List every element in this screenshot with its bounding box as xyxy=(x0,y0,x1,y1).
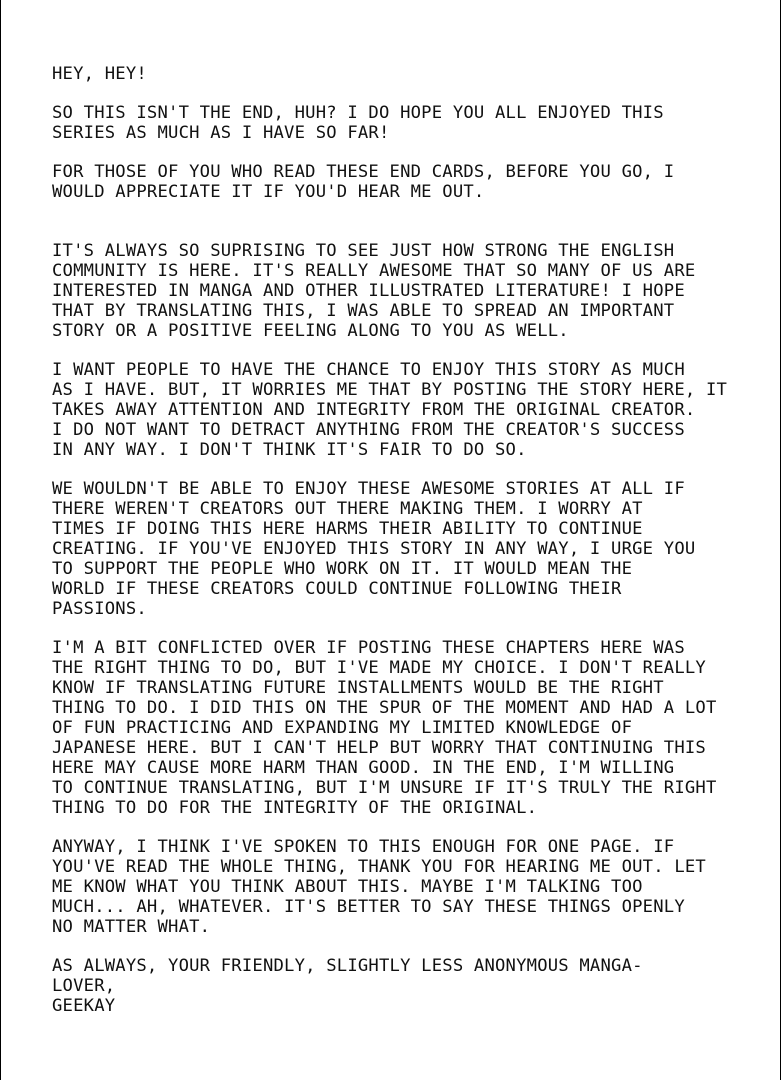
paragraph-4: I WANT PEOPLE TO HAVE THE CHANCE TO ENJOY THIS STORY AS MUCH AS I HAVE. BUT, IT WORRIES ME THAT BY POSTING THE STORY HERE, IT TAKES AWAY ATTENTION AND INTEGRITY FROM THE ORIGINAL CREATOR. I DO NOT WANT TO DETRACT ANYTHING FROM THE CREATOR'S SUCCESS IN ANY WAY. I DON'T THINK IT'S FAIR TO DO SO. xyxy=(52,360,728,460)
greeting: HEY, HEY! xyxy=(52,64,147,84)
paragraph-1: SO THIS ISN'T THE END, HUH? I DO HOPE YOU ALL ENJOYED THIS SERIES AS MUCH AS I HAVE SO FAR! xyxy=(52,103,664,143)
signature: GEEKAY xyxy=(52,996,116,1016)
paragraph-3: IT'S ALWAYS SO SUPRISING TO SEE JUST HOW STRONG THE ENGLISH COMMUNITY IS HERE. IT'S REALLY AWESOME THAT SO MANY OF US ARE INTERESTED IN MANGA AND OTHER ILLUSTRATED LITERATURE! I HOPE THAT BY TRANSLATING THIS, I WAS ABLE TO SPREAD AN IMPORTANT STORY OR A POSITIVE FEELING ALONG TO YOU AS WELL. xyxy=(52,241,696,341)
paragraph-5: WE WOULDN'T BE ABLE TO ENJOY THESE AWESOME STORIES AT ALL IF THERE WEREN'T CREATORS OUT THERE MAKING THEM. I WORRY AT TIMES IF DOING THIS HERE HARMS THEIR ABILITY TO CONTINUE CREATING. IF YOU'VE ENJOYED THIS STORY IN ANY WAY, I URGE YOU TO SUPPORT THE PEOPLE WHO WORK ON IT. IT WOULD MEAN THE WORLD IF THESE CREATORS COULD CONTINUE FOLLOWING THEIR PASSIONS. xyxy=(52,479,696,619)
paragraph-6: I'M A BIT CONFLICTED OVER IF POSTING THESE CHAPTERS HERE WAS THE RIGHT THING TO DO, BUT I'VE MADE MY CHOICE. I DON'T REALLY KNOW IF TRANSLATING FUTURE INSTALLMENTS WOULD BE THE RIGHT THING TO DO. I DID THIS ON THE SPUR OF THE MOMENT AND HAD A LOT OF FUN PRACTICING AND EXPANDING MY LIMITED KNOWLEDGE OF JAPANESE HERE. BUT I CAN'T HELP BUT WORRY THAT CONTINUING THIS HERE MAY CAUSE MORE HARM THAN GOOD. IN THE END, I'M WILLING TO CONTINUE TRANSLATING, BUT I'M UNSURE IF IT'S TRULY THE RIGHT THING TO DO FOR THE INTEGRITY OF THE ORIGINAL. xyxy=(52,638,717,818)
closing-line: AS ALWAYS, YOUR FRIENDLY, SLIGHTLY LESS ANONYMOUS MANGA- LOVER, xyxy=(52,956,643,996)
paragraph-2: FOR THOSE OF YOU WHO READ THESE END CARDS, BEFORE YOU GO, I WOULD APPRECIATE IT IF YOU'D HEAR ME OUT. xyxy=(52,162,675,202)
paragraph-7: ANYWAY, I THINK I'VE SPOKEN TO THIS ENOUGH FOR ONE PAGE. IF YOU'VE READ THE WHOLE THING, THANK YOU FOR HEARING ME OUT. LET ME KNOW WHAT YOU THINK ABOUT THIS. MAYBE I'M TALKING TOO MUCH... AH, WHATEVER. IT'S BETTER TO SAY THESE THINGS OPENLY NO MATTER WHAT. xyxy=(52,837,706,937)
letter-body xyxy=(52,64,757,1016)
